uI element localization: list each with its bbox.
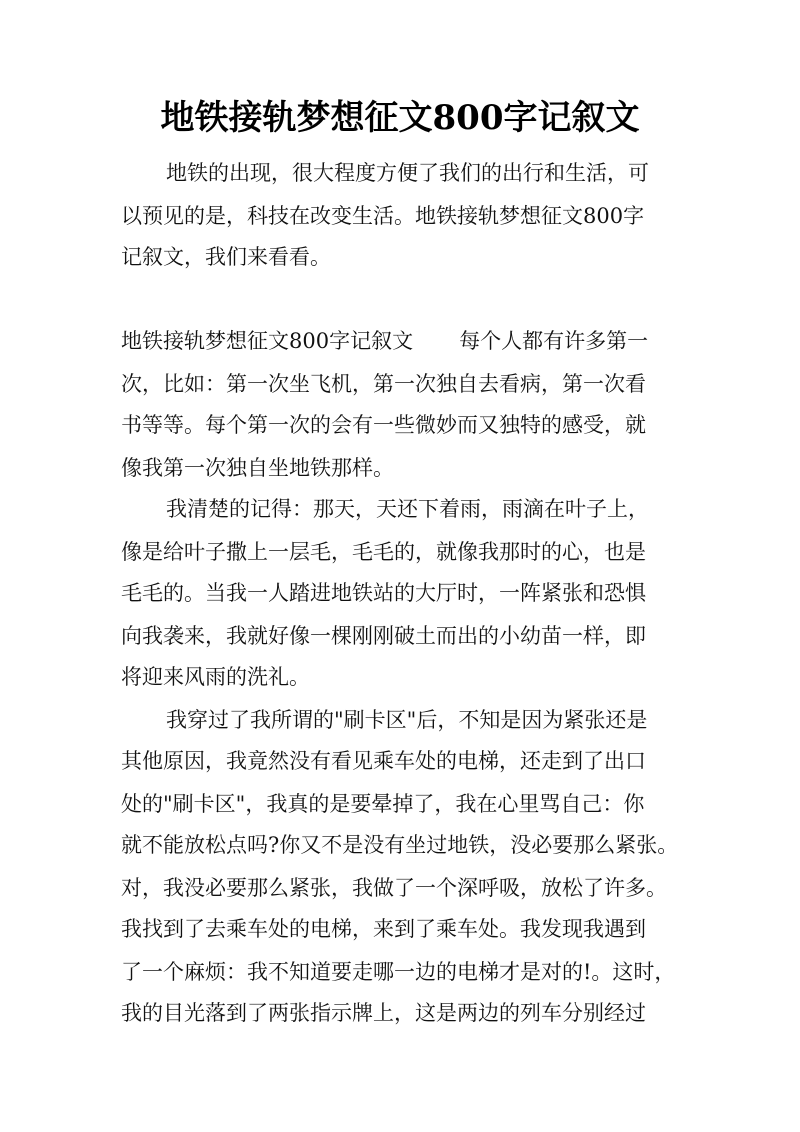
paragraph-line: 像我第一次独自坐地铁那样。	[121, 456, 394, 480]
page-title: 地铁接轨梦想征文800字记叙文	[160, 98, 640, 138]
paragraph-line: 我找到了去乘车处的电梯，来到了乘车处。我发现我遇到	[121, 917, 646, 941]
paragraph-line: 地铁的出现，很大程度方便了我们的出行和生活，可	[166, 161, 649, 185]
paragraph-line: 毛毛的。当我一人踏进地铁站的大厅时，一阵紧张和恐惧	[121, 581, 646, 605]
paragraph-line: 处的"刷卡区"，我真的是要晕掉了，我在心里骂自己：你	[121, 792, 645, 816]
paragraph-line: 就不能放松点吗?你又不是没有坐过地铁，没必要那么紧张。	[121, 833, 679, 857]
paragraph-line: 像是给叶子撒上一层毛，毛毛的，就像我那时的心，也是	[121, 540, 646, 564]
paragraph-text: 每个人都有许多第一	[459, 329, 649, 353]
paragraph-line: 了一个麻烦：我不知道要走哪一边的电梯才是对的!。这时，	[121, 960, 676, 984]
paragraph-line: 我的目光落到了两张指示牌上，这是两边的列车分别经过	[121, 1001, 646, 1025]
paragraph-line: 将迎来风雨的洗礼。	[121, 665, 310, 689]
paragraph-line: 以预见的是，科技在改变生活。地铁接轨梦想征文800字	[121, 204, 645, 228]
paragraph-line: 对，我没必要那么紧张，我做了一个深呼吸，放松了许多。	[121, 876, 667, 900]
section-heading: 地铁接轨梦想征文800字记叙文	[121, 329, 414, 353]
paragraph-line: 我穿过了我所谓的"刷卡区"后，不知是因为紧张还是	[166, 708, 648, 732]
paragraph-line: 我清楚的记得：那天，天还下着雨，雨滴在叶子上，	[166, 497, 649, 521]
paragraph-line: 书等等。每个第一次的会有一些微妙而又独特的感受，就	[121, 413, 646, 437]
section-heading-line	[121, 326, 648, 356]
paragraph-line: 其他原因，我竟然没有看见乘车处的电梯，还走到了出口	[121, 749, 646, 773]
paragraph-line: 次，比如：第一次坐飞机，第一次独自去看病，第一次看	[121, 372, 646, 396]
paragraph-line: 向我袭来，我就好像一棵刚刚破土而出的小幼苗一样，即	[121, 624, 646, 648]
paragraph-line: 记叙文，我们来看看。	[121, 245, 331, 269]
